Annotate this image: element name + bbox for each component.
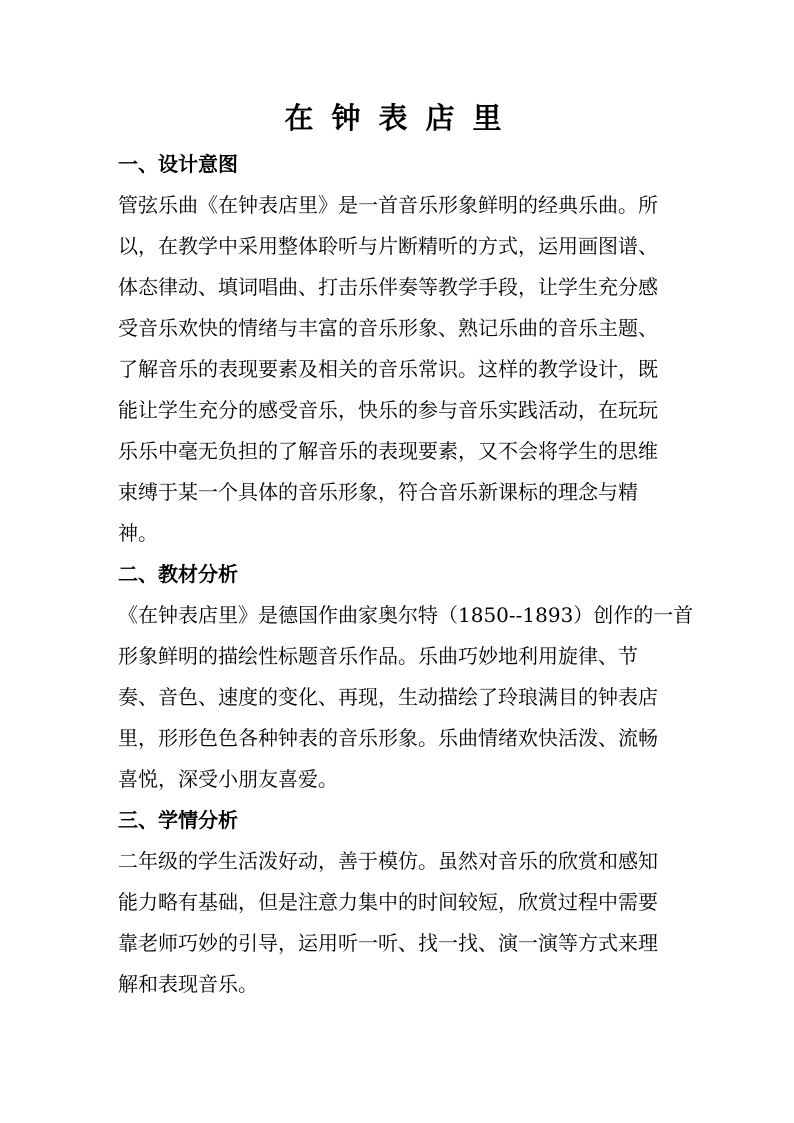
paragraph-line: 束缚于某一个具体的音乐形象，符合音乐新课标的理念与精	[118, 480, 638, 504]
paragraph-line: 了解音乐的表现要素及相关的音乐常识。这样的教学设计，既	[118, 357, 658, 381]
section-heading-material-analysis: 二、教材分析	[118, 562, 238, 586]
paragraph-line: 二年级的学生活泼好动，善于模仿。虽然对音乐的欣赏和感知	[118, 849, 658, 873]
paragraph-line: 喜悦，深受小朋友喜爱。	[118, 767, 338, 791]
paragraph-line: 乐乐中毫无负担的了解音乐的表现要素，又不会将学生的思维	[118, 439, 658, 463]
paragraph-line: 《在钟表店里》是德国作曲家奥尔特（1850--1893）创作的一首	[118, 603, 694, 627]
paragraph-line: 能力略有基础，但是注意力集中的时间较短，欣赏过程中需要	[118, 890, 658, 914]
paragraph-line: 解和表现音乐。	[118, 972, 258, 996]
document-body	[118, 144, 694, 1005]
page-title: 在钟表店里	[284, 101, 520, 135]
paragraph-line: 神。	[118, 521, 158, 545]
section-heading-student-analysis: 三、学情分析	[118, 808, 238, 832]
paragraph-line: 体态律动、填词唱曲、打击乐伴奏等教学手段，让学生充分感	[118, 275, 658, 299]
paragraph-line: 管弦乐曲《在钟表店里》是一首音乐形象鲜明的经典乐曲。所	[118, 193, 658, 217]
paragraph-line: 以，在教学中采用整体聆听与片断精听的方式，运用画图谱、	[118, 234, 658, 258]
paragraph-line: 形象鲜明的描绘性标题音乐作品。乐曲巧妙地利用旋律、节	[118, 644, 638, 668]
paragraph-line: 里，形形色色各种钟表的音乐形象。乐曲情绪欢快活泼、流畅	[118, 726, 658, 750]
paragraph-line: 靠老师巧妙的引导，运用听一听、找一找、演一演等方式来理	[118, 931, 658, 955]
paragraph-line: 能让学生充分的感受音乐，快乐的参与音乐实践活动，在玩玩	[118, 398, 658, 422]
section-heading-design-intent: 一、设计意图	[118, 152, 238, 176]
paragraph-line: 奏、音色、速度的变化、再现，生动描绘了玲琅满目的钟表店	[118, 685, 658, 709]
paragraph-line: 受音乐欢快的情绪与丰富的音乐形象、熟记乐曲的音乐主题、	[118, 316, 658, 340]
